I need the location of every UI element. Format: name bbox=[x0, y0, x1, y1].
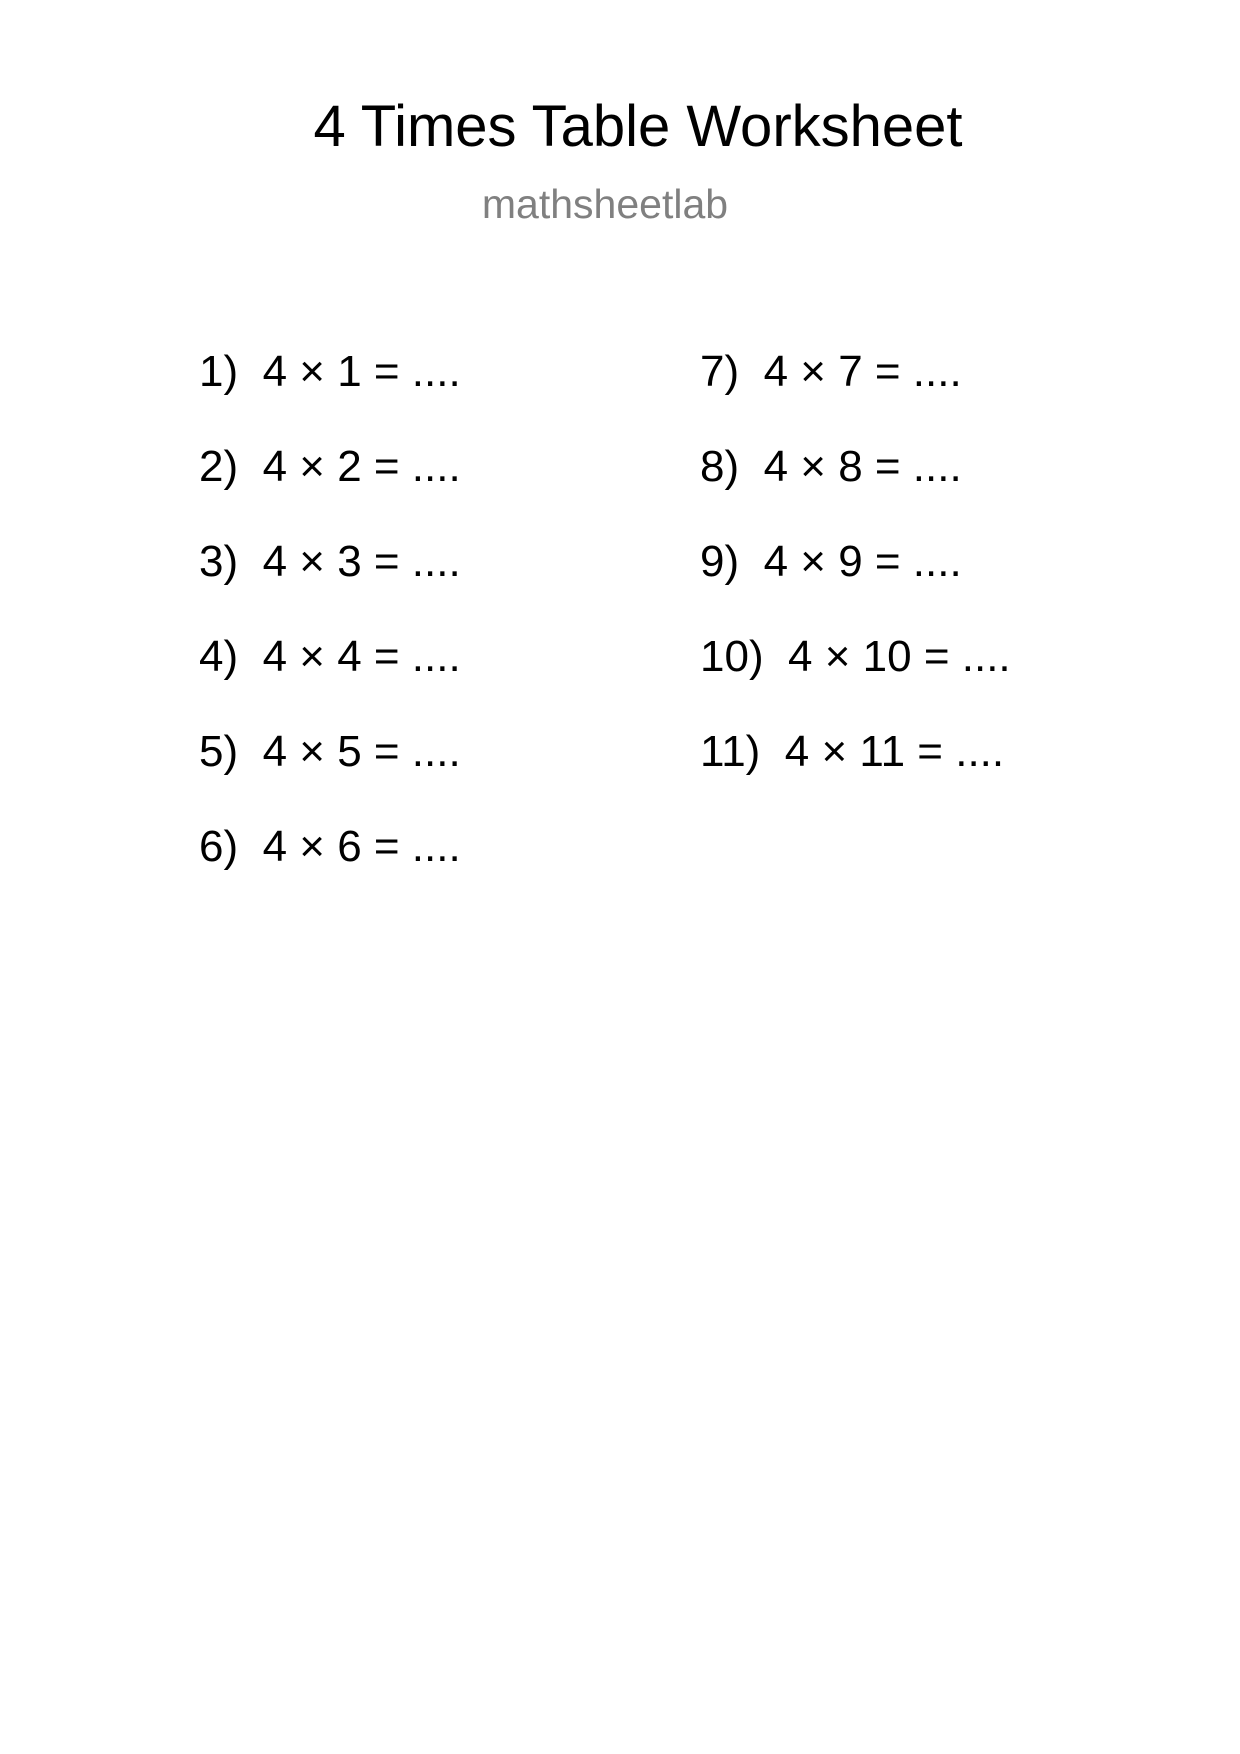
problem-8: 8) 4 × 8 = .... bbox=[700, 442, 962, 491]
problem-4: 4) 4 × 4 = .... bbox=[199, 632, 461, 681]
problem-10: 10) 4 × 10 = .... bbox=[700, 632, 1011, 681]
problem-5: 5) 4 × 5 = .... bbox=[199, 727, 461, 776]
problem-2: 2) 4 × 2 = .... bbox=[199, 442, 461, 491]
problem-9: 9) 4 × 9 = .... bbox=[700, 537, 962, 586]
worksheet-source: mathsheetlab bbox=[481, 181, 729, 227]
problem-6: 6) 4 × 6 = .... bbox=[199, 822, 461, 871]
worksheet-title: 4 Times Table Worksheet bbox=[313, 94, 963, 159]
problem-column-right bbox=[700, 347, 1011, 825]
problem-11: 11) 4 × 11 = .... bbox=[700, 727, 1005, 776]
problem-1: 1) 4 × 1 = .... bbox=[199, 347, 461, 396]
problem-column-left bbox=[199, 347, 461, 920]
problem-3: 3) 4 × 3 = .... bbox=[199, 537, 461, 586]
problem-7: 7) 4 × 7 = .... bbox=[700, 347, 962, 396]
